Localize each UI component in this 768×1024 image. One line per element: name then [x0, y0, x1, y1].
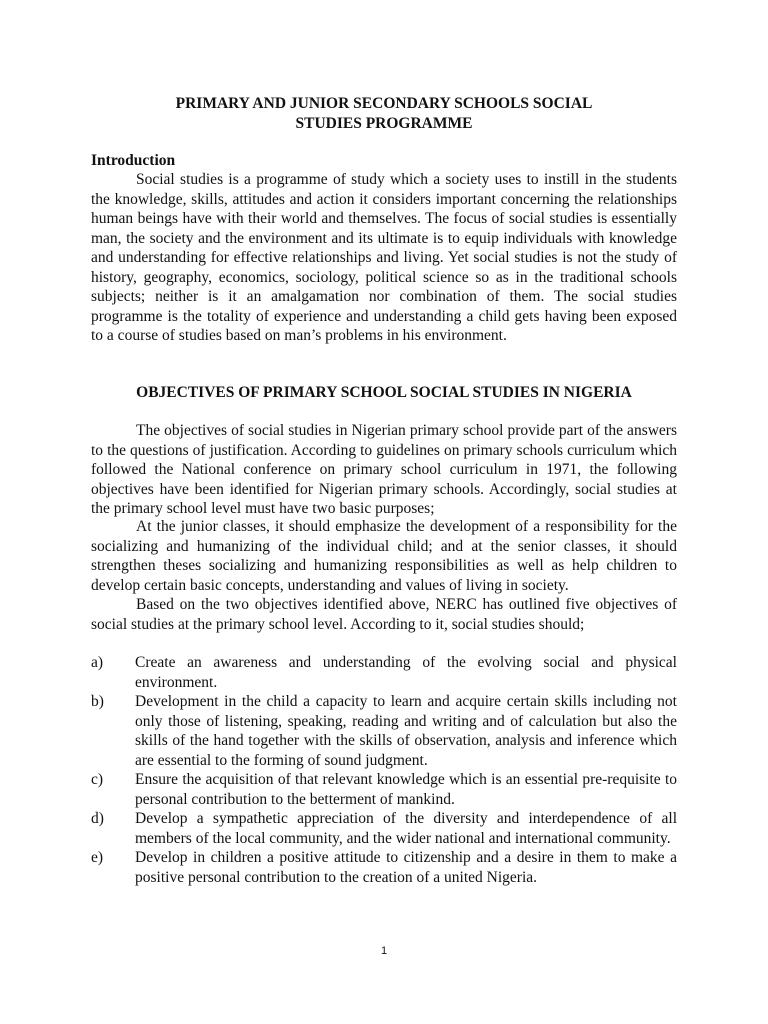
list-item-text: Development in the child a capacity to learn and acquire certain skills including not only those of listening, speaking, reading and writing and of calculation but also the skills of the hand together with the skills of observation, analysis and inference which are essential to the forming of sound judgment. [135, 693, 677, 769]
list-item [91, 809, 677, 848]
list-item-marker: d) [91, 810, 104, 827]
title-line-1: PRIMARY AND JUNIOR SECONDARY SCHOOLS SOCIAL [175, 95, 593, 112]
list-item [91, 770, 677, 809]
objectives-paragraph-2: At the junior classes, it should emphasize the development of a responsibility for the socializing and humanizing of the individual child; and at the senior classes, it should strengthen theses socializing and humanizing responsibilities as well as help children to develop certain basic concepts, understanding and values of living in society. [91, 518, 677, 594]
list-item-text: Develop in children a positive attitude to citizenship and a desire in them to make a positive personal contribution to the creation of a united Nigeria. [135, 849, 677, 886]
objectives-list [91, 653, 677, 887]
title-line-2: STUDIES PROGRAMME [295, 114, 473, 132]
objectives-paragraph-3: Based on the two objectives identified above, NERC has outlined five objectives of social studies at the primary school level. According to it, social studies should; [91, 596, 677, 633]
list-item [91, 653, 677, 692]
list-item-text: Ensure the acquisition of that relevant knowledge which is an essential pre-requisite to personal contribution to the betterment of mankind. [135, 771, 677, 808]
document-page [91, 0, 677, 1024]
introduction-heading: Introduction [91, 152, 176, 169]
list-item-marker: a) [91, 654, 104, 671]
list-item-text: Create an awareness and understanding of the evolving social and physical environment. [135, 654, 677, 691]
document-title [91, 94, 677, 133]
page-number: 1 [380, 945, 388, 957]
list-item-marker: b) [91, 693, 104, 710]
list-item-text: Develop a sympathetic appreciation of the diversity and interdependence of all members of the local community, and the wider national and international community. [135, 810, 677, 847]
objectives-section-heading: OBJECTIVES OF PRIMARY SCHOOL SOCIAL STUDIES IN NIGERIA [136, 384, 632, 401]
list-item [91, 692, 677, 770]
list-item [91, 848, 677, 887]
objectives-paragraph-1: The objectives of social studies in Nigerian primary school provide part of the answers to the questions of justification. According to guidelines on primary schools curriculum which followed the National conference on primary school curriculum in 1971, the following objectives have been identified for Nigerian primary schools. Accordingly, social studies at the primary school level must have two basic purposes; [91, 422, 677, 517]
list-item-marker: e) [91, 849, 104, 866]
introduction-paragraph: Social studies is a programme of study which a society uses to instill in the students the knowledge, skills, attitudes and action it considers important concerning the relationships human beings have with their world and themselves. The focus of social studies is essentially man, the society and the environment and its ultimate is to equip individuals with knowledge and understanding for effective relationships and living. Yet social studies is not the study of history, geography, economics, sociology, political science so as in the traditional schools subjects; neither is it an amalgamation nor combination of them. The social studies programme is the totality of experience and understanding a child gets having been exposed to a course of studies based on man’s problems in his environment. [91, 171, 677, 344]
list-item-marker: c) [91, 771, 104, 788]
